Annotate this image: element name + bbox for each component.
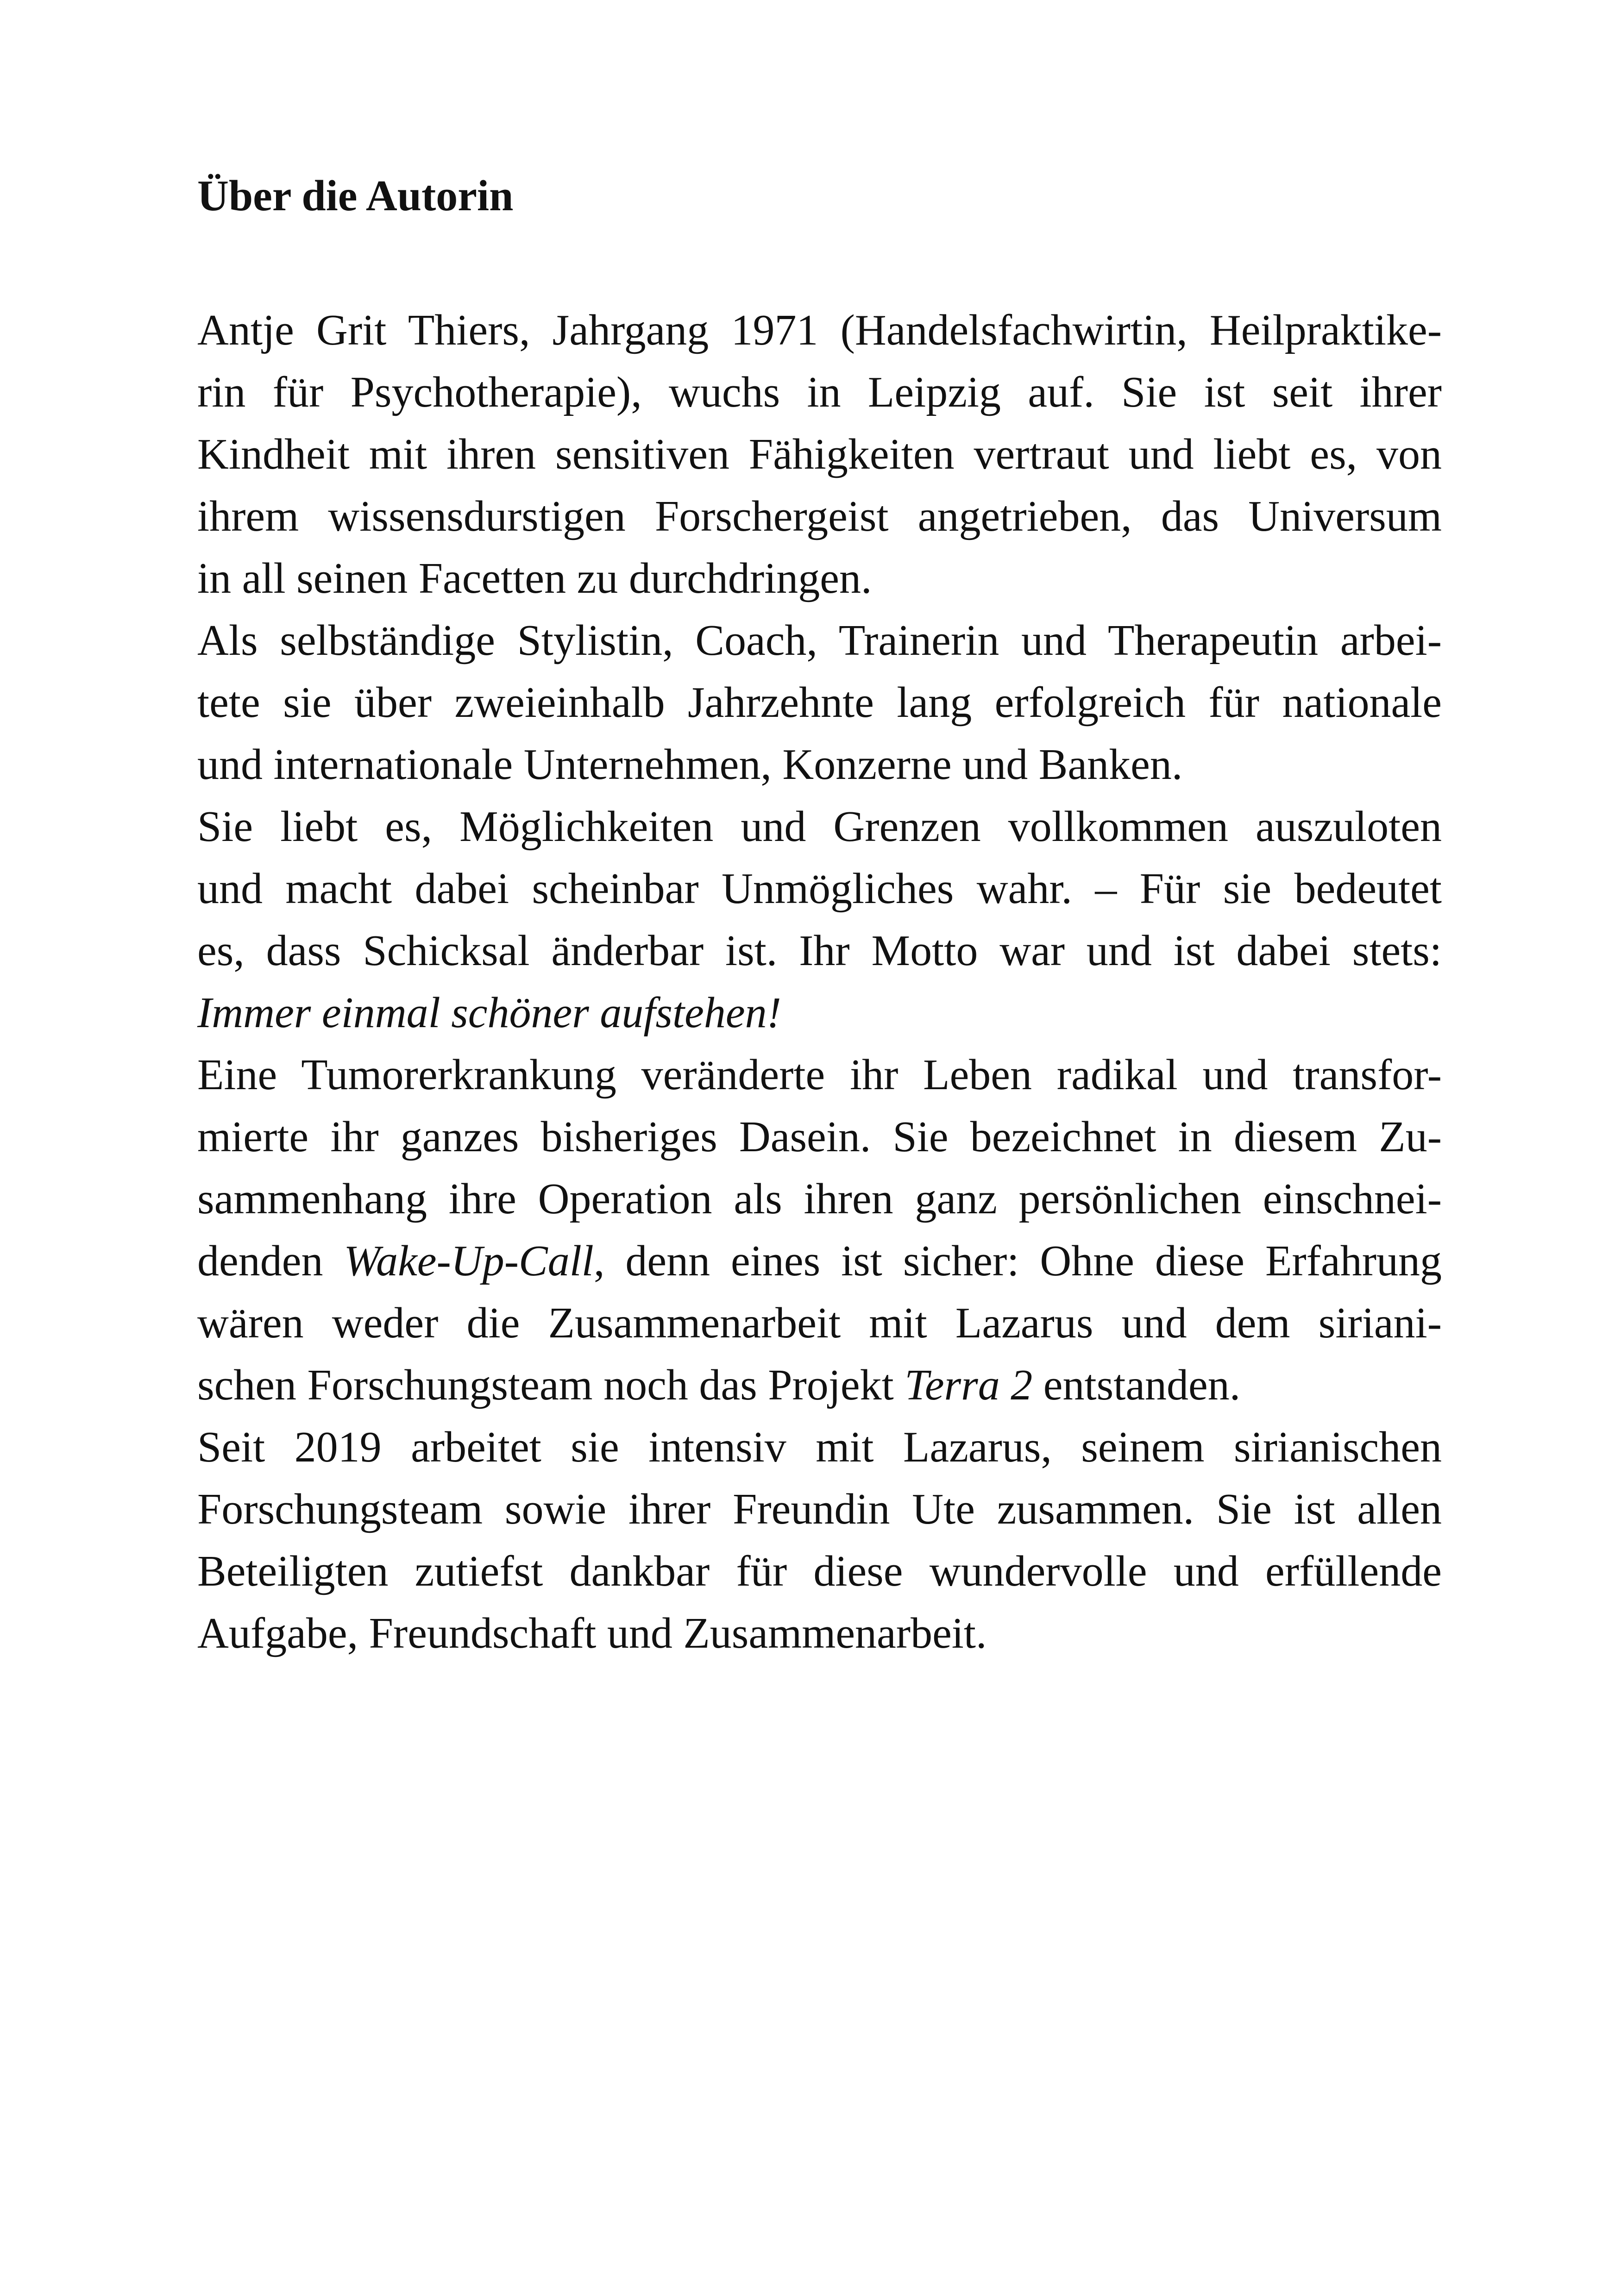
text-line xyxy=(197,1230,1442,1292)
text-line: es, dass Schicksal änderbar ist. Ihr Motto war und ist dabei stets: xyxy=(197,927,1442,975)
text-line: Kindheit mit ihren sensitiven Fähigkeiten vertraut und liebt es, von xyxy=(197,430,1442,478)
text-fragment: entstanden. xyxy=(1032,1361,1241,1409)
text-line: Als selbständige Stylistin, Coach, Trainerin und Therapeutin arbei- xyxy=(197,616,1442,665)
text-line: mierte ihr ganzes bisheriges Dasein. Sie bezeichnet in diesem Zu- xyxy=(197,1113,1442,1161)
text-fragment: denden xyxy=(197,1237,344,1285)
text-line: und internationale Unternehmen, Konzerne und Banken. xyxy=(197,740,1183,789)
about-author-section xyxy=(197,165,1442,1664)
text-line: und macht dabei scheinbar Unmögliches wahr. – Für sie bedeutet xyxy=(197,865,1442,913)
text-fragment: schen Forschungsteam noch das Projekt xyxy=(197,1361,905,1409)
text-line: Beteiligten zutiefst dankbar für diese wundervolle und erfüllende xyxy=(197,1547,1442,1595)
text-line: Eine Tumorerkrankung veränderte ihr Leben radikal und transfor- xyxy=(197,1051,1442,1099)
text-line: tete sie über zweieinhalb Jahrzehnte lang erfolgreich für nationale xyxy=(197,678,1442,727)
wake-up-call-term: Wake-Up-Call xyxy=(344,1237,594,1285)
text-line: Sie liebt es, Möglichkeiten und Grenzen vollkommen auszuloten xyxy=(197,803,1442,851)
motto-text: Immer einmal schöner aufstehen! xyxy=(197,989,781,1037)
text-line: Antje Grit Thiers, Jahrgang 1971 (Handelsfachwirtin, Heilpraktike- xyxy=(197,306,1442,354)
text-line: wären weder die Zusammenarbeit mit Lazarus und dem siriani- xyxy=(197,1299,1442,1347)
paragraph-collaboration xyxy=(197,1416,1442,1664)
project-title: Terra 2 xyxy=(905,1361,1033,1409)
text-fragment: , denn eines ist sicher: Ohne diese Erfahrung xyxy=(593,1237,1442,1285)
paragraph-illness xyxy=(197,1044,1442,1416)
paragraph-motto xyxy=(197,796,1442,1044)
text-line: rin für Psychotherapie), wuchs in Leipzig auf. Sie ist seit ihrer xyxy=(197,368,1442,416)
text-line xyxy=(197,1354,1442,1416)
paragraph-biography xyxy=(197,299,1442,609)
paragraph-career xyxy=(197,609,1442,796)
section-heading: Über die Autorin xyxy=(197,172,514,220)
text-line: ihrem wissensdurstigen Forschergeist angetrieben, das Universum xyxy=(197,492,1442,540)
text-line: Seit 2019 arbeitet sie intensiv mit Lazarus, seinem sirianischen xyxy=(197,1423,1442,1471)
text-line: Aufgabe, Freundschaft und Zusammenarbeit. xyxy=(197,1609,987,1657)
text-line: in all seinen Facetten zu durchdringen. xyxy=(197,554,872,602)
text-line: Forschungsteam sowie ihrer Freundin Ute zusammen. Sie ist allen xyxy=(197,1485,1442,1533)
text-line: sammenhang ihre Operation als ihren ganz persönlichen einschnei- xyxy=(197,1175,1442,1223)
